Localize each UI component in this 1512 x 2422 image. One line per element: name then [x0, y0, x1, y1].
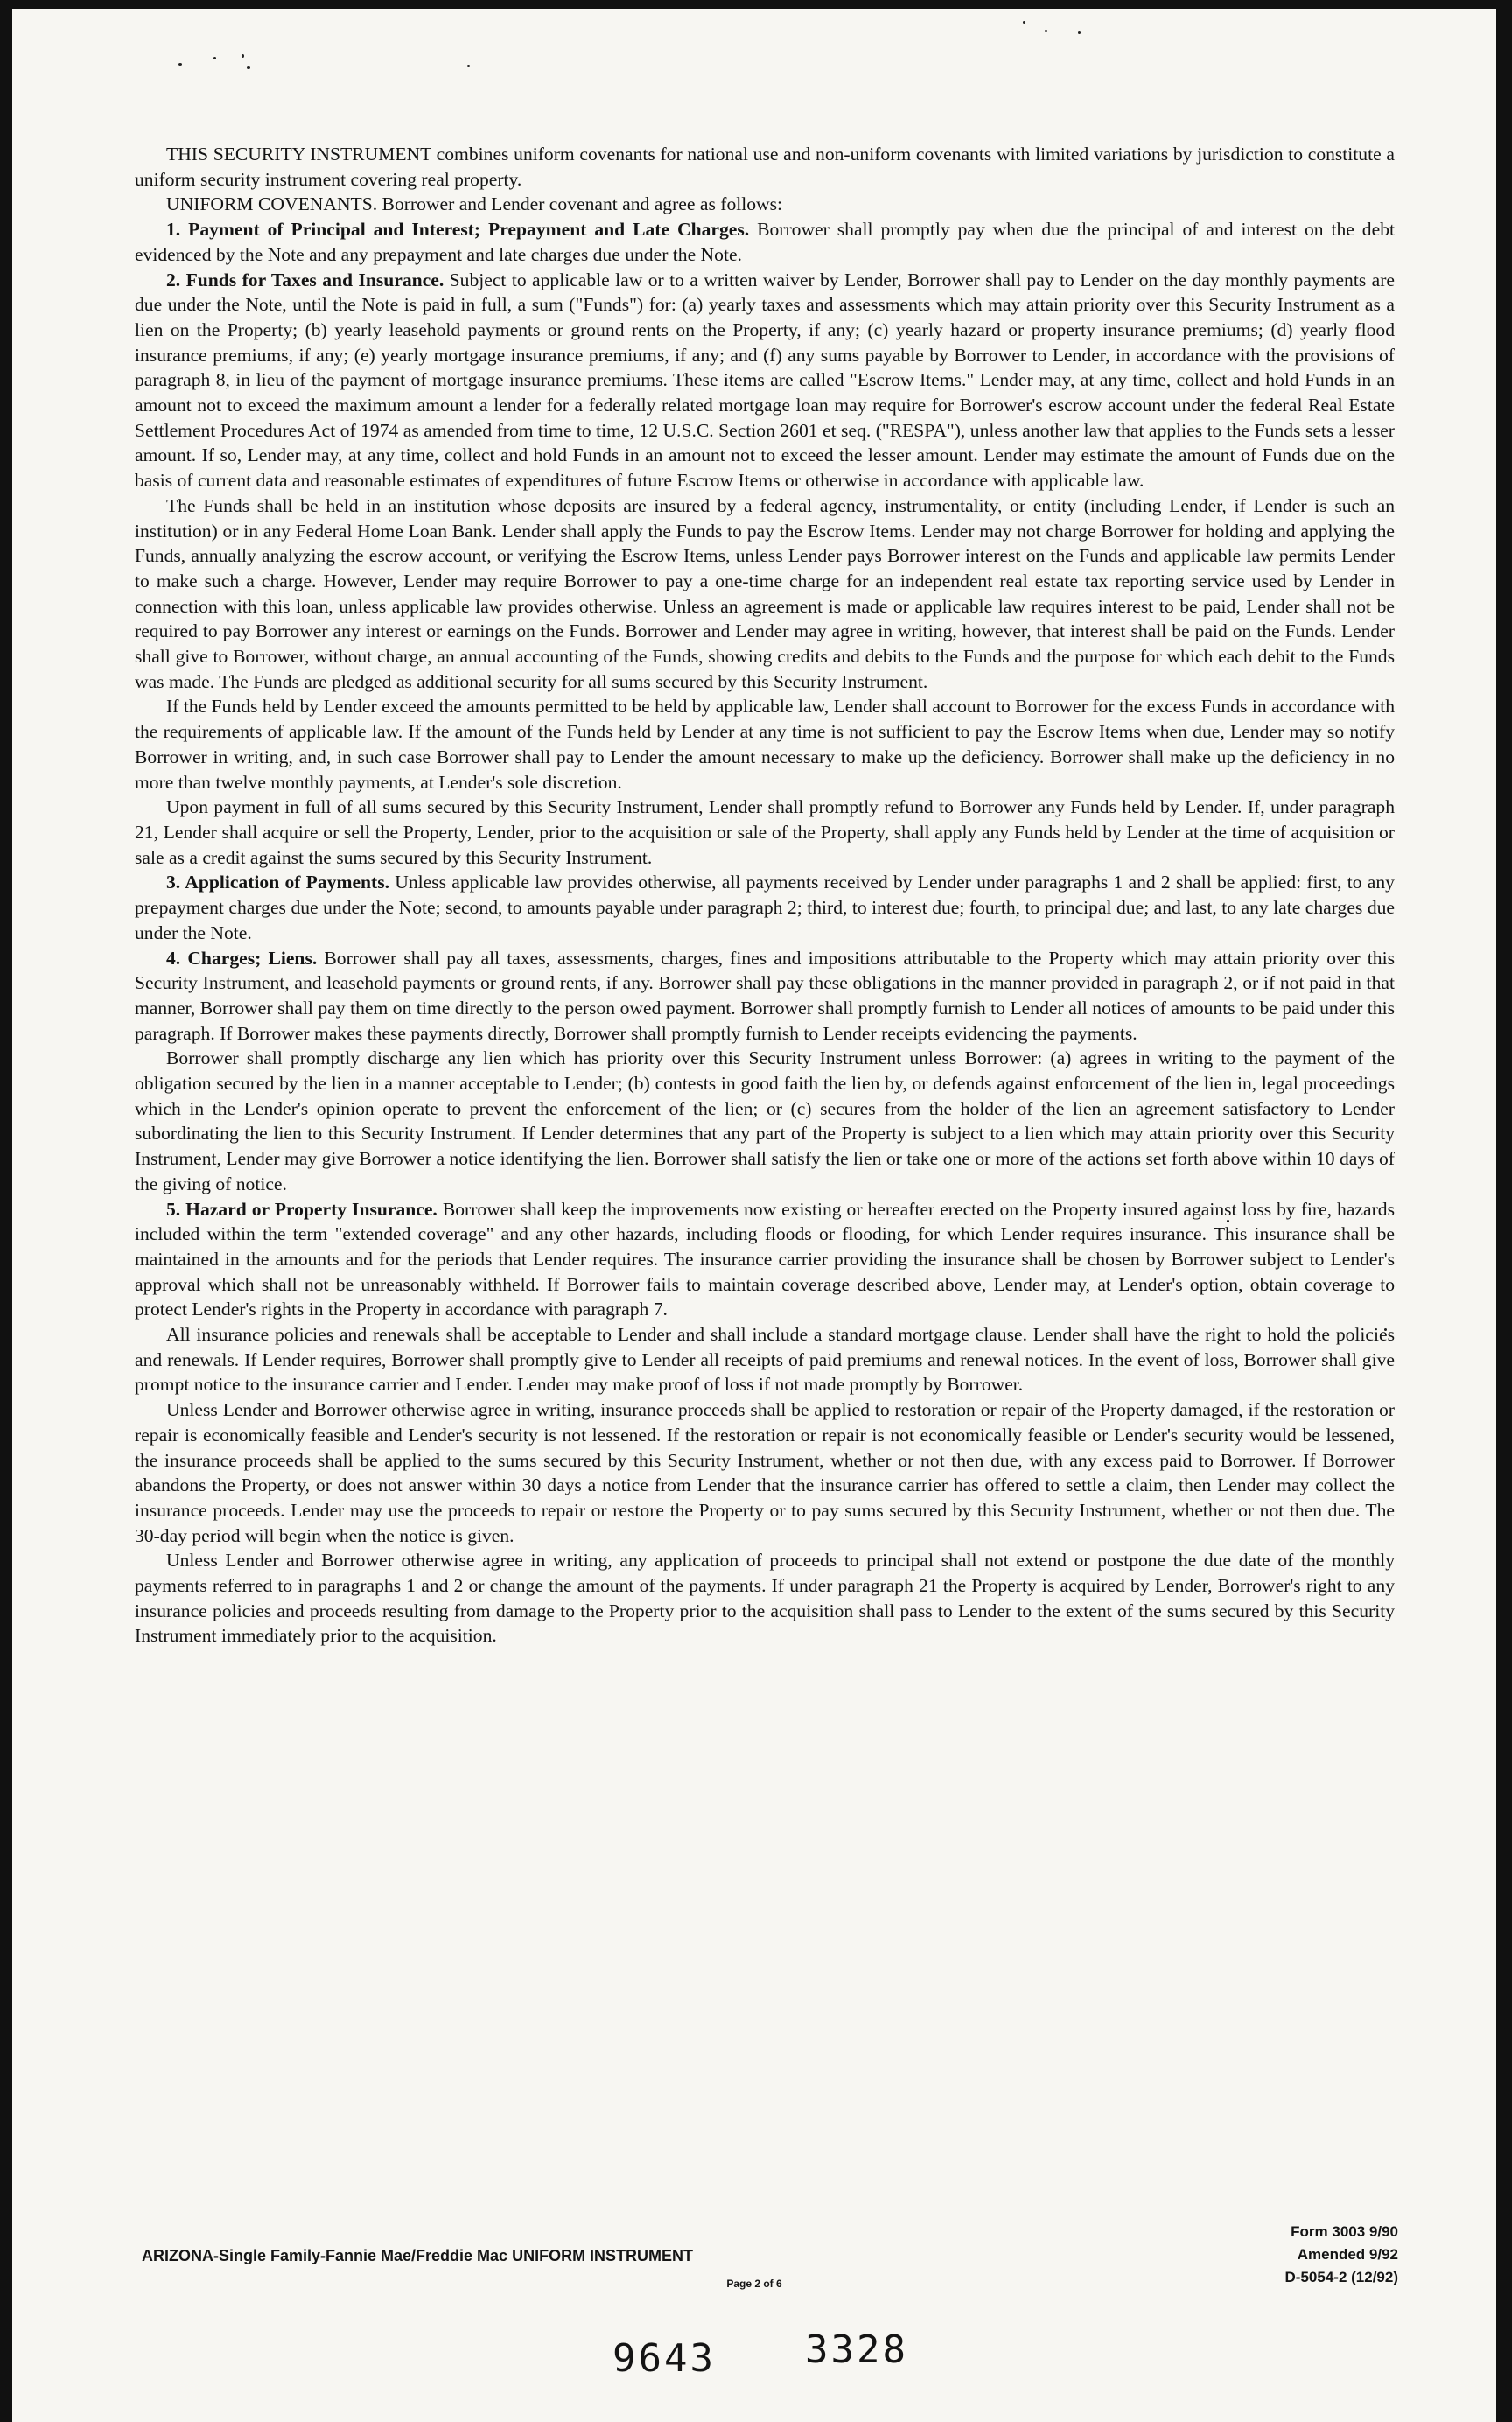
scan-speck — [467, 65, 470, 67]
instrument-label: ARIZONA-Single Family-Fannie Mae/Freddie Mac UNIFORM INSTRUMENT — [142, 2247, 694, 2264]
document-page — [12, 9, 1496, 2422]
scan-speck — [247, 66, 250, 69]
section-5-paragraph-3: Unless Lender and Borrower otherwise agree in writing, insurance proceeds shall be applied to restoration or repair of the Property damaged, if the restoration or repair is economically feasible and Lender's security is not lessened. If the restoration or repair is not economically feasible or Lender's security would be lessened, the insurance proceeds shall be applied to the sums secured by this Security Instrument, whether or not then due, with any excess paid to Borrower. If Borrower abandons the Property, or does not answer within 30 days a notice from Lender that the insurance carrier has offered to settle a claim, then Lender may collect the insurance proceeds. Lender may use the proceeds to repair or restore the Property or to pay sums secured by this Security Instrument, whether or not then due. The 30-day period will begin when the notice is given. — [135, 1399, 1395, 1546]
document-body — [135, 142, 1395, 1648]
amended-date: Amended 9/92 — [1297, 2246, 1398, 2263]
section-5-paragraph-2: All insurance policies and renewals shall be acceptable to Lender and shall include a standard mortgage clause. Lender shall have the right to hold the policies and renewals. If Lender requires, Borrower shall promptly give to Lender all receipts of paid premiums and renewal notices. In the event of loss, Borrower shall give prompt notice to the insurance carrier and Lender. Lender may make proof of loss if not made promptly by Borrower. — [135, 1324, 1395, 1396]
section-4-paragraph-2: Borrower shall promptly discharge any lien which has priority over this Security Instrument unless Borrower: (a) agrees in writing to the payment of the obligation secured by the lien in a manner acceptable to Lender; (b) contests in good faith the lien by, or defends against enforcement of the lien in, legal proceedings which in the Lender's opinion operate to prevent the enforcement of the lien; or (c) secures from the holder of the lien an agreement satisfactory to Lender subordinating the lien to this Security Instrument. If Lender determines that any part of the Property is subject to a lien which may attain priority over this Security Instrument, Lender may give Borrower a notice identifying the lien. Borrower shall satisfy the lien or take one or more of the actions set forth above within 10 days of the giving of notice. — [135, 1047, 1395, 1194]
scan-speck — [1078, 32, 1081, 34]
section-2-heading: 2. Funds for Taxes and Insurance. — [166, 269, 444, 290]
document-number-1: 9643 — [612, 2336, 716, 2381]
section-5-text: Borrower shall keep the improvements now existing or hereafter erected on the Property insured against loss by fire, hazards included within the term "extended coverage" and any other hazards, including floods or flooding, for which Lender requires insurance. This insurance shall be maintained in the amounts and for the periods that Lender requires. The insurance carrier providing the insurance shall be chosen by Borrower subject to Lender's approval which shall not be unreasonably withheld. If Borrower fails to maintain coverage described above, Lender may, at Lender's option, obtain coverage to protect Lender's rights in the Property in accordance with paragraph 7. — [135, 1198, 1395, 1320]
section-4-text: Borrower shall pay all taxes, assessments, charges, fines and impositions attributable to the Property which may attain priority over this Security Instrument, and leasehold payments or ground rents, if any. Borrower shall pay these obligations in the manner provided in paragraph 2, or if not paid in that manner, Borrower shall pay them on time directly to the person owed payment. Borrower shall promptly furnish to Lender all notices of amounts to be paid under this paragraph. If Borrower makes these payments directly, Borrower shall promptly furnish to Lender receipts evidencing the payments. — [135, 947, 1395, 1044]
document-number-2: 3328 — [805, 2328, 908, 2372]
intro-paragraph: THIS SECURITY INSTRUMENT combines uniform covenants for national use and non-uniform covenants with limited variations by jurisdiction to constitute a uniform security instrument covering real property. — [135, 144, 1395, 190]
scan-speck — [178, 63, 182, 66]
section-3-paragraph — [135, 870, 1395, 945]
section-4-paragraph — [135, 946, 1395, 1046]
page-number: Page 2 of 6 — [726, 2278, 782, 2290]
section-2-paragraph — [135, 268, 1395, 494]
section-1-paragraph — [135, 217, 1395, 267]
scan-speck — [214, 57, 216, 60]
form-number: Form 3003 9/90 — [1291, 2223, 1398, 2240]
section-2-paragraph-2: The Funds shall be held in an institution whose deposits are insured by a federal agency, instrumentality, or entity (including Lender, if Lender is such an institution) or in any Federal Home Loan Bank. Lender shall apply the Funds to pay the Escrow Items. Lender may not charge Borrower for holding and applying the Funds, annually analyzing the escrow account, or verifying the Escrow Items, unless Lender pays Borrower interest on the Funds and applicable law permits Lender to make such a charge. However, Lender may require Borrower to pay a one-time charge for an independent real estate tax reporting service used by Lender in connection with this loan, unless applicable law provides otherwise. Unless an agreement is made or applicable law requires interest to be paid, Lender shall not be required to pay Borrower any interest or earnings on the Funds. Borrower and Lender may agree in writing, however, that interest shall be paid on the Funds. Lender shall give to Borrower, without charge, an annual accounting of the Funds, showing credits and debits to the Funds and the purpose for which each debit to the Funds was made. The Funds are pledged as additional security for all sums secured by this Security Instrument. — [135, 494, 1395, 692]
section-1-text: Borrower shall promptly pay when due the principal of and interest on the debt evidenced by the Note and any prepayment and late charges due under the Note. — [135, 219, 1395, 265]
form-code: D-5054-2 (12/92) — [1284, 2269, 1398, 2286]
section-2-text: Subject to applicable law or to a written waiver by Lender, Borrower shall pay to Lender on the day monthly payments are due under the Note, until the Note is paid in full, a sum ("Funds") for: (a) yearly taxes and assessments which may attain priority over this Security Instrument as a lien on the Property; (b) yearly leasehold payments or ground rents on the Property, if any; (c) yearly hazard or property insurance premiums; (d) yearly flood insurance premiums, if any; (e) yearly mortgage insurance premiums, if any; and (f) any sums payable by Borrower to Lender, in accordance with the provisions of paragraph 8, in lieu of the payment of mortgage insurance premiums. These items are called "Escrow Items." Lender may, at any time, collect and hold Funds in an amount not to exceed the maximum amount a lender for a federally related mortgage loan may require for Borrower's escrow account under the federal Real Estate Settlement Procedures Act of 1974 as amended from time to time, 12 U.S.C. Section 2601 et seq. ("RESPA"), unless another law that applies to the Funds sets a lesser amount. If so, Lender may, at any time, collect and hold Funds in an amount not to exceed the lesser amount. Lender may estimate the amount of Funds due on the basis of current data and reasonable estimates of expenditures of future Escrow Items or otherwise in accordance with applicable law. — [135, 269, 1396, 492]
section-2-paragraph-4: Upon payment in full of all sums secured by this Security Instrument, Lender shall promptly refund to Borrower any Funds held by Lender. If, under paragraph 21, Lender shall acquire or sell the Property, Lender, prior to the acquisition or sale of the Property, shall apply any Funds held by Lender at the time of acquisition or sale as a credit against the sums secured by this Security Instrument. — [135, 796, 1395, 868]
section-1-heading: 1. Payment of Principal and Interest; Prepayment and Late Charges. — [166, 219, 750, 241]
section-4-heading: 4. Charges; Liens. — [166, 947, 318, 969]
section-3-heading: 3. Application of Payments. — [166, 872, 390, 893]
uniform-covenants-heading: UNIFORM COVENANTS. Borrower and Lender covenant and agree as follows: — [166, 193, 783, 215]
section-5-heading: 5. Hazard or Property Insurance. — [166, 1198, 438, 1220]
scan-speck — [1045, 30, 1047, 32]
section-5-paragraph-4: Unless Lender and Borrower otherwise agree in writing, any application of proceeds to principal shall not extend or postpone the due date of the monthly payments referred to in paragraphs 1 and 2 or change the amount of the payments. If under paragraph 21 the Property is acquired by Lender, Borrower's right to any insurance policies and proceeds resulting from damage to the Property prior to the acquisition shall pass to Lender to the extent of the sums secured by this Security Instrument immediately prior to the acquisition. — [135, 1550, 1395, 1647]
scan-speck — [242, 54, 244, 58]
scan-speck — [1023, 21, 1026, 24]
section-5-paragraph — [135, 1197, 1395, 1323]
section-3-text: Unless applicable law provides otherwise, all payments received by Lender under paragraphs 1 and 2 shall be applied: first, to any prepayment charges due under the Note; second, to amounts payable under paragraph 2; third, to interest due; fourth, to principal due; and last, to any late charges due under the Note. — [135, 872, 1395, 943]
section-2-paragraph-3: If the Funds held by Lender exceed the amounts permitted to be held by applicable law, Lender shall account to Borrower for the excess Funds in accordance with the requirements of applicable law. If the amount of the Funds held by Lender at any time is not sufficient to pay the Escrow Items when due, Lender may so notify Borrower in writing, and, in such case Borrower shall pay to Lender the amount necessary to make up the deficiency. Borrower shall make up the deficiency in no more than twelve monthly payments, at Lender's sole discretion. — [135, 696, 1395, 793]
